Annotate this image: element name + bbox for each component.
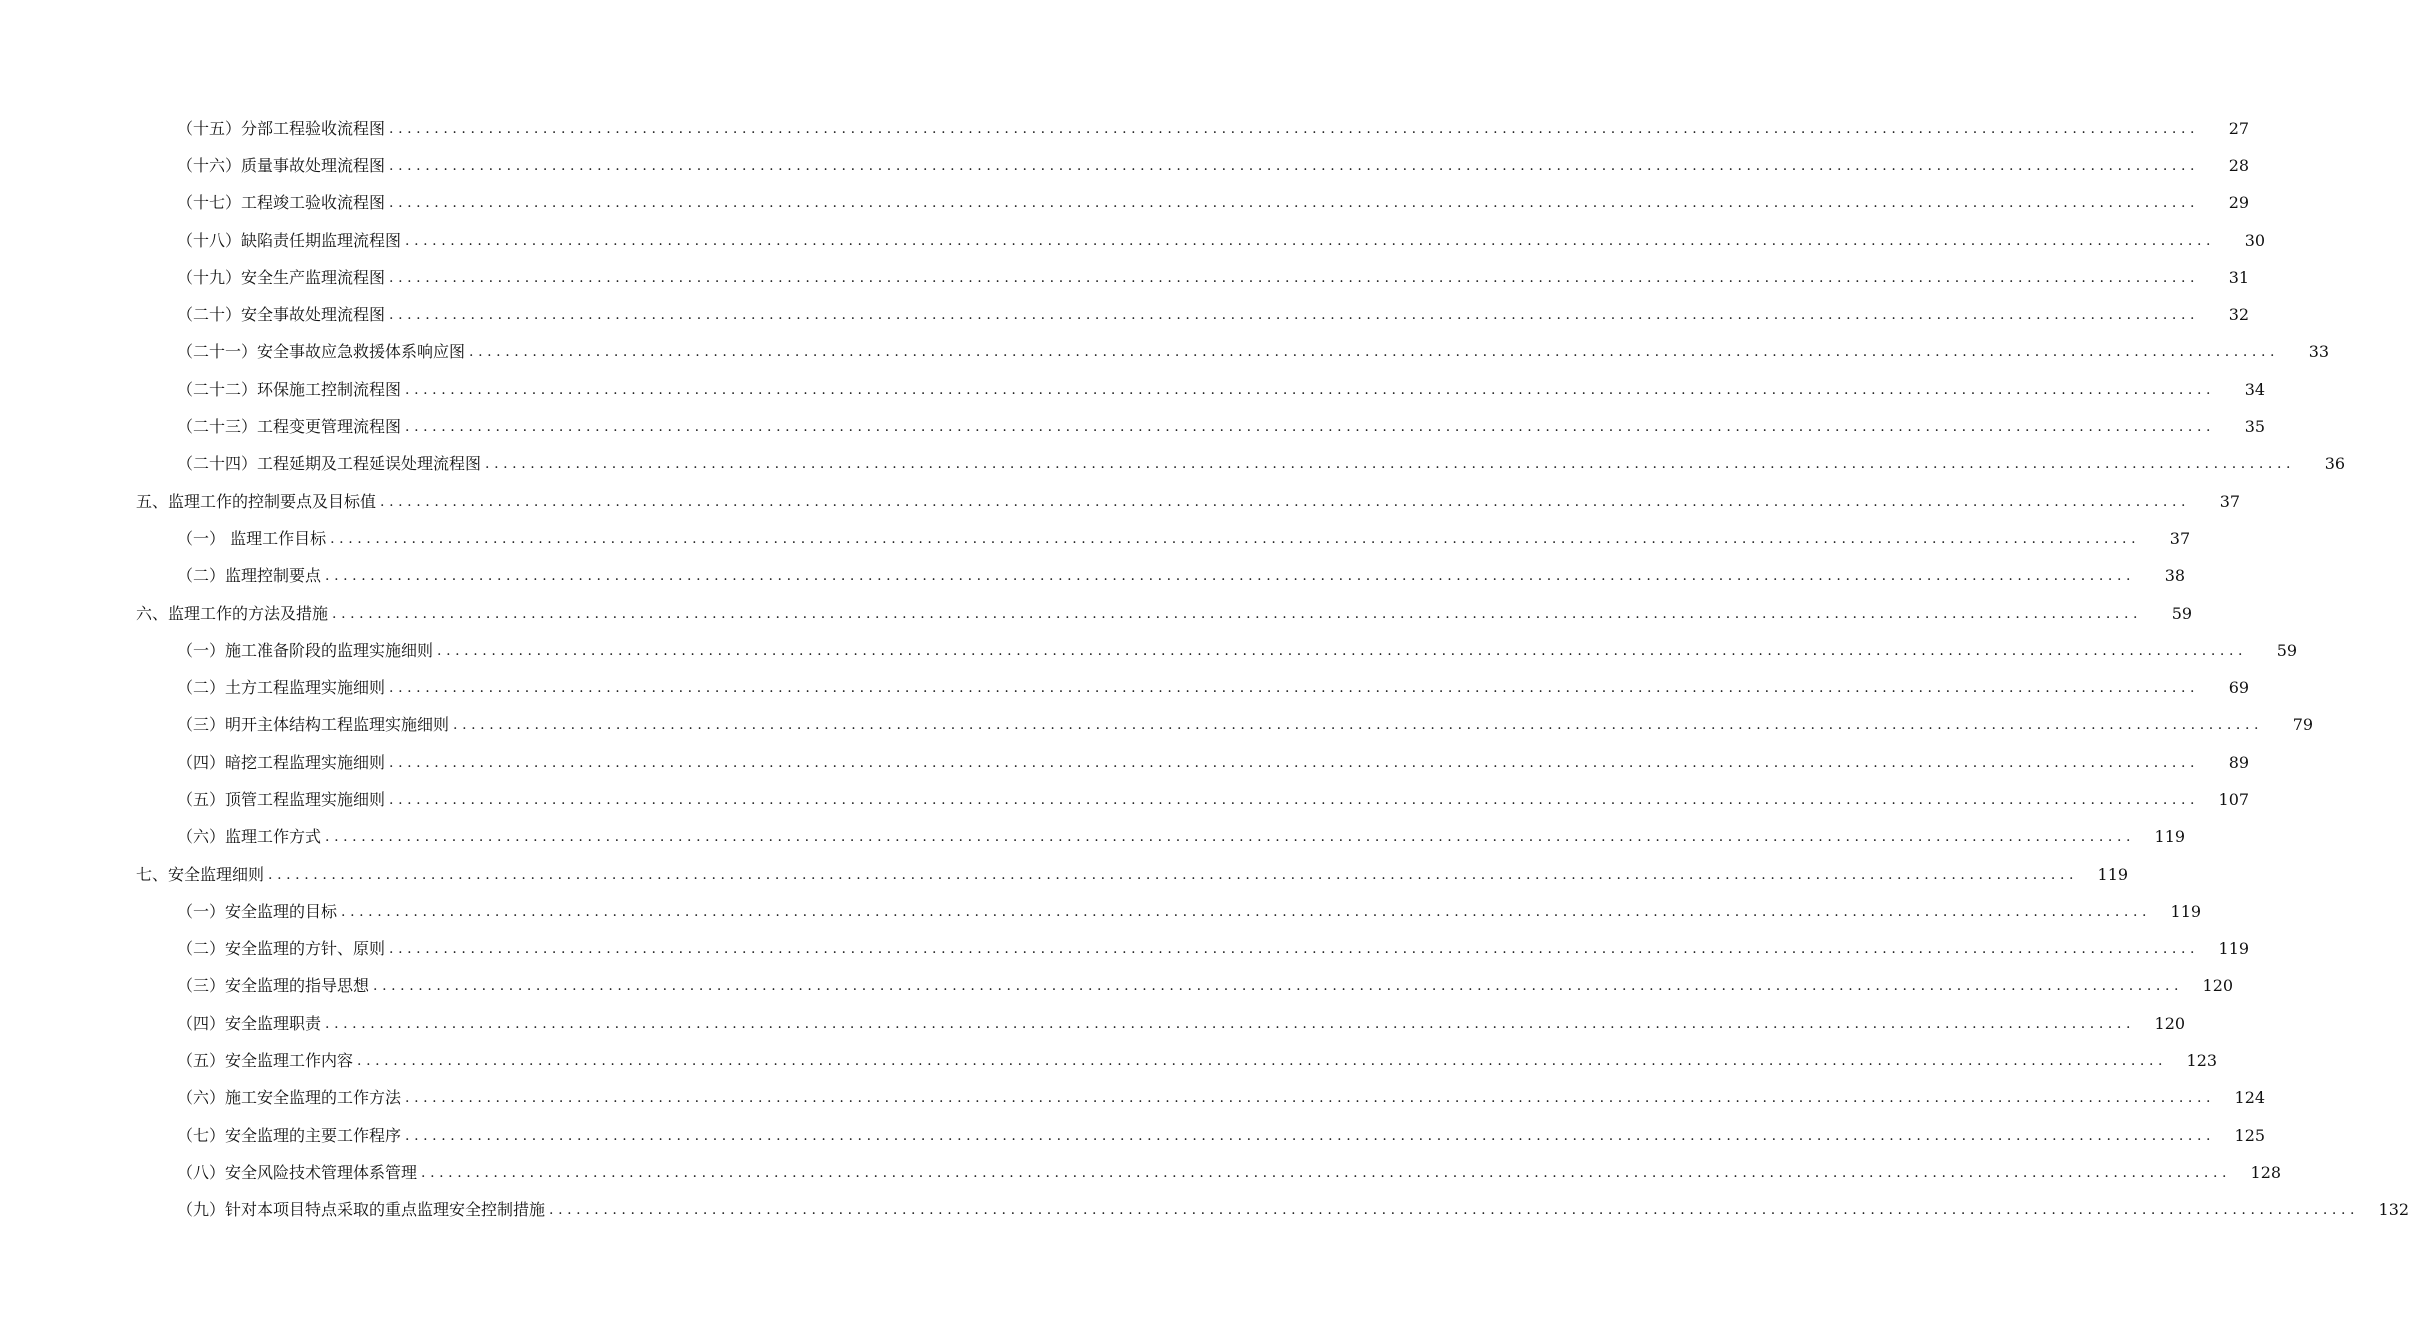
toc-dot-leader: ........................................................................................................................................................................................................: [453, 717, 2264, 734]
toc-dot-leader: ........................................................................................................................................................................................................: [549, 1202, 2360, 1219]
toc-dot-leader: ........................................................................................................................................................................................................: [325, 1015, 2136, 1032]
toc-page-number: 119: [2218, 939, 2250, 959]
toc-entry-title: （十五）分部工程验收流程图: [177, 118, 386, 138]
toc-subsection-entry[interactable]: [0, 707, 2314, 744]
toc-subsection-entry[interactable]: [0, 1154, 2282, 1191]
toc-entry-title: 七、安全监理细则: [136, 864, 265, 884]
toc-entry-title: （六）监理工作方式: [177, 827, 322, 847]
toc-page-number: 120: [2154, 1013, 2186, 1033]
toc-page-number: 69: [2228, 678, 2250, 698]
toc-dot-leader: ........................................................................................................................................................................................................: [469, 344, 2280, 361]
toc-subsection-entry[interactable]: [0, 408, 2266, 445]
toc-subsection-entry[interactable]: [0, 371, 2266, 408]
toc-subsection-entry[interactable]: [0, 781, 2250, 818]
toc-subsection-entry[interactable]: [0, 819, 2186, 856]
toc-page-number: 89: [2228, 752, 2250, 772]
toc-entry-title: （三）安全监理的指导思想: [177, 976, 370, 996]
toc-dot-leader: ........................................................................................................................................................................................................: [330, 530, 2141, 547]
toc-subsection-entry[interactable]: [0, 558, 2186, 595]
toc-page-number: 27: [2228, 118, 2250, 138]
toc-dot-leader: ........................................................................................................................................................................................................: [380, 493, 2191, 510]
toc-entry-title: （一） 监理工作目标: [177, 528, 327, 548]
toc-dot-leader: ........................................................................................................................................................................................................: [325, 829, 2136, 846]
toc-dot-leader: ........................................................................................................................................................................................................: [389, 157, 2200, 174]
toc-subsection-entry[interactable]: [0, 632, 2298, 669]
toc-subsection-entry[interactable]: [0, 185, 2250, 222]
toc-page-number: 125: [2234, 1125, 2266, 1145]
toc-dot-leader: ........................................................................................................................................................................................................: [341, 903, 2152, 920]
toc-entry-title: （二十一）安全事故应急救援体系响应图: [177, 342, 466, 362]
toc-section-entry[interactable]: [0, 856, 2129, 893]
toc-subsection-entry[interactable]: [0, 968, 2234, 1005]
toc-subsection-entry[interactable]: [0, 222, 2266, 259]
toc-dot-leader: ........................................................................................................................................................................................................: [405, 232, 2216, 249]
toc-page-number: 79: [2292, 715, 2314, 735]
toc-subsection-entry[interactable]: [0, 446, 2346, 483]
toc-page-number: 120: [2202, 976, 2234, 996]
toc-dot-leader: ........................................................................................................................................................................................................: [389, 120, 2200, 137]
toc-dot-leader: ........................................................................................................................................................................................................: [389, 941, 2200, 958]
toc-page-number: 128: [2250, 1162, 2282, 1182]
toc-dot-leader: ........................................................................................................................................................................................................: [405, 419, 2216, 436]
toc-subsection-entry[interactable]: [0, 669, 2250, 706]
toc-page-number: 34: [2244, 379, 2266, 399]
toc-entry-title: （七）安全监理的主要工作程序: [177, 1125, 402, 1145]
toc-entry-title: （八）安全风险技术管理体系管理: [177, 1162, 418, 1182]
toc-entry-title: （五）安全监理工作内容: [177, 1051, 354, 1071]
toc-dot-leader: ........................................................................................................................................................................................................: [389, 195, 2200, 212]
toc-page-number: 33: [2308, 342, 2330, 362]
toc-entry-title: （六）施工安全监理的工作方法: [177, 1088, 402, 1108]
toc-entry-title: （二）安全监理的方针、原则: [177, 939, 386, 959]
toc-entry-title: （十七）工程竣工验收流程图: [177, 193, 386, 213]
toc-dot-leader: ........................................................................................................................................................................................................: [389, 754, 2200, 771]
toc-entry-title: （二十四）工程延期及工程延误处理流程图: [177, 454, 482, 474]
toc-subsection-entry[interactable]: [0, 1005, 2186, 1042]
toc-entry-title: 五、监理工作的控制要点及目标值: [136, 491, 377, 511]
toc-dot-leader: ........................................................................................................................................................................................................: [325, 568, 2136, 585]
toc-entry-title: （二十三）工程变更管理流程图: [177, 417, 402, 437]
toc-subsection-entry[interactable]: [0, 893, 2202, 930]
toc-entry-title: （四）暗挖工程监理实施细则: [177, 752, 386, 772]
toc-dot-leader: ........................................................................................................................................................................................................: [389, 680, 2200, 697]
toc-entry-title: 六、监理工作的方法及措施: [136, 603, 329, 623]
toc-subsection-entry[interactable]: [0, 110, 2250, 147]
toc-page-number: 30: [2244, 230, 2266, 250]
toc-page-number: 38: [2164, 566, 2186, 586]
toc-entry-title: （九）针对本项目特点采取的重点监理安全控制措施: [177, 1200, 546, 1220]
toc-dot-leader: ........................................................................................................................................................................................................: [405, 1127, 2216, 1144]
toc-subsection-entry[interactable]: [0, 1117, 2266, 1154]
toc-entry-title: （一）安全监理的目标: [177, 901, 338, 921]
toc-subsection-entry[interactable]: [0, 744, 2250, 781]
toc-entry-title: （二十）安全事故处理流程图: [177, 305, 386, 325]
toc-entry-title: （十九）安全生产监理流程图: [177, 267, 386, 287]
toc-dot-leader: ........................................................................................................................................................................................................: [332, 605, 2143, 622]
toc-dot-leader: ........................................................................................................................................................................................................: [405, 1090, 2216, 1107]
toc-entry-title: （十八）缺陷责任期监理流程图: [177, 230, 402, 250]
toc-entry-title: （二十二）环保施工控制流程图: [177, 379, 402, 399]
toc-entry-title: （四）安全监理职责: [177, 1013, 322, 1033]
toc-entry-title: （一）施工准备阶段的监理实施细则: [177, 640, 434, 660]
toc-page-number: 123: [2186, 1051, 2218, 1071]
toc-page-number: 119: [2097, 864, 2129, 884]
toc-page-number: 32: [2228, 305, 2250, 325]
toc-page-number: 29: [2228, 193, 2250, 213]
toc-subsection-entry[interactable]: [0, 147, 2250, 184]
toc-dot-leader: ........................................................................................................................................................................................................: [373, 978, 2184, 995]
toc-section-entry[interactable]: [0, 483, 2241, 520]
toc-section-entry[interactable]: [0, 595, 2193, 632]
toc-subsection-entry[interactable]: [0, 296, 2250, 333]
toc-subsection-entry[interactable]: [0, 520, 2191, 557]
toc-page-number: 59: [2276, 640, 2298, 660]
toc-page-number: 59: [2171, 603, 2193, 623]
toc-dot-leader: ........................................................................................................................................................................................................: [389, 269, 2200, 286]
toc-page-number: 37: [2219, 491, 2241, 511]
toc-dot-leader: ........................................................................................................................................................................................................: [268, 866, 2079, 883]
toc-dot-leader: ........................................................................................................................................................................................................: [405, 381, 2216, 398]
toc-page-number: 35: [2244, 417, 2266, 437]
toc-dot-leader: ........................................................................................................................................................................................................: [437, 642, 2248, 659]
toc-subsection-entry[interactable]: [0, 334, 2330, 371]
toc-entry-title: （十六）质量事故处理流程图: [177, 155, 386, 175]
toc-entry-title: （二）监理控制要点: [177, 566, 322, 586]
toc-entry-title: （五）顶管工程监理实施细则: [177, 789, 386, 809]
toc-dot-leader: ........................................................................................................................................................................................................: [389, 791, 2200, 808]
toc-subsection-entry[interactable]: [0, 259, 2250, 296]
toc-page-number: 119: [2170, 901, 2202, 921]
toc-page-number: 37: [2169, 528, 2191, 548]
toc-subsection-entry[interactable]: [0, 1192, 2409, 1229]
toc-page-number: 31: [2228, 267, 2250, 287]
toc-page-number: 36: [2324, 454, 2346, 474]
toc-page-number: 28: [2228, 155, 2250, 175]
toc-subsection-entry[interactable]: [0, 931, 2250, 968]
toc-page-number: 119: [2154, 827, 2186, 847]
toc-page-number: 124: [2234, 1088, 2266, 1108]
toc-dot-leader: ........................................................................................................................................................................................................: [485, 456, 2296, 473]
toc-entry-title: （二）土方工程监理实施细则: [177, 678, 386, 698]
toc-subsection-entry[interactable]: [0, 1042, 2218, 1079]
toc-page-number: 107: [2218, 789, 2250, 809]
toc-dot-leader: ........................................................................................................................................................................................................: [389, 307, 2200, 324]
toc-subsection-entry[interactable]: [0, 1080, 2266, 1117]
toc-entry-title: （三）明开主体结构工程监理实施细则: [177, 715, 450, 735]
table-of-contents: [0, 110, 2409, 1229]
toc-dot-leader: ........................................................................................................................................................................................................: [357, 1053, 2168, 1070]
toc-page-number: 132: [2378, 1200, 2409, 1220]
toc-dot-leader: ........................................................................................................................................................................................................: [421, 1164, 2232, 1181]
